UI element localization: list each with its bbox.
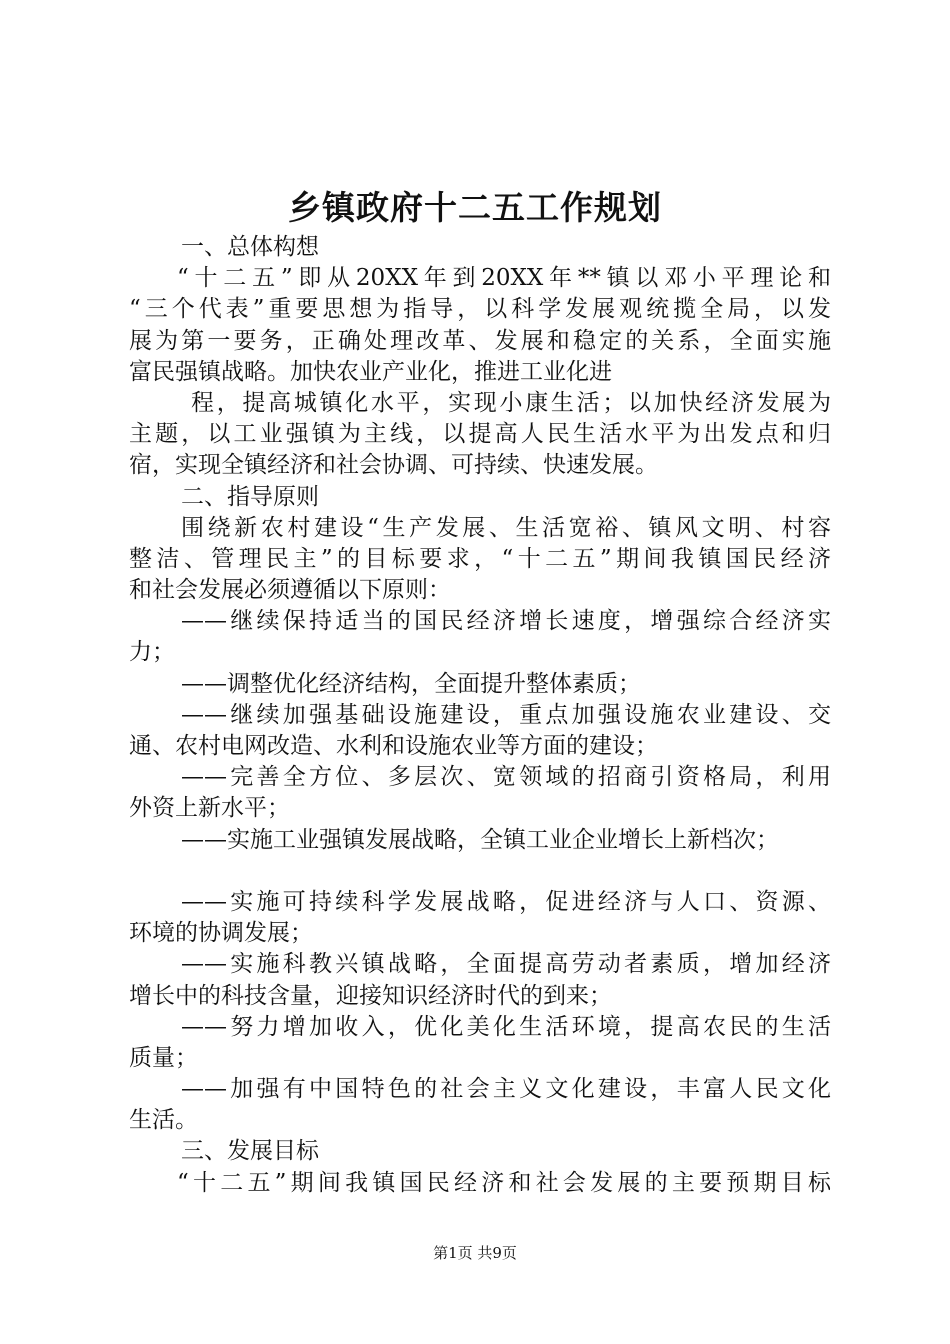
paragraph-line: “十二五”期间我镇国民经济和社会发展的主要预期目标 <box>177 1169 831 1196</box>
principle-line: 质量； <box>129 1044 198 1071</box>
section-heading: 三、发展目标 <box>181 1138 319 1165</box>
paragraph-line: 和社会发展必须遵循以下原则： <box>129 577 451 604</box>
paragraph-line: 展为第一要务，正确处理改革、发展和稳定的关系，全面实施 <box>129 327 831 354</box>
paragraph-line: 宿，实现全镇经济和社会协调、可持续、快速发展。 <box>129 452 658 479</box>
principle-line: ——继续保持适当的国民经济增长速度，增强综合经济实 <box>181 608 831 635</box>
paragraph-line: 主题，以工业强镇为主线，以提高人民生活水平为出发点和归 <box>129 421 831 448</box>
paragraph-line: 程，提高城镇化水平，实现小康生活；以加快经济发展为 <box>191 389 831 416</box>
section-heading: 一、总体构想 <box>181 234 319 260</box>
section-heading: 二、指导原则 <box>181 483 319 510</box>
principle-line: ——实施工业强镇发展战略，全镇工业企业增长上新档次； <box>181 826 779 853</box>
paragraph-line: 富民强镇战略。加快农业产业化，推进工业化进 <box>129 358 612 385</box>
principle-line: ——努力增加收入，优化美化生活环境，提高农民的生活 <box>181 1013 831 1040</box>
principle-line: ——完善全方位、多层次、宽领域的招商引资格局，利用 <box>181 764 831 791</box>
principle-line: 环境的协调发展； <box>129 920 313 947</box>
principle-line: ——实施科教兴镇战略，全面提高劳动者素质，增加经济 <box>181 951 831 978</box>
principle-line: 生活。 <box>129 1107 198 1134</box>
principle-line: 力； <box>129 639 175 666</box>
principle-line: ——调整优化经济结构，全面提升整体素质； <box>181 670 641 697</box>
principle-line: 通、农村电网改造、水利和设施农业等方面的建设； <box>129 733 658 759</box>
principle-line: ——加强有中国特色的社会主义文化建设，丰富人民文化 <box>181 1076 831 1103</box>
principle-line: ——继续加强基础设施建设，重点加强设施农业建设、交 <box>181 701 831 728</box>
principle-line: 增长中的科技含量，迎接知识经济时代的到来； <box>129 982 612 1009</box>
paragraph-line: “十二五”即从20XX年到20XX年**镇以邓小平理论和 <box>177 265 831 292</box>
paragraph-line: 围绕新农村建设“生产发展、生活宽裕、镇风文明、村容 <box>181 514 831 541</box>
paragraph-line: “三个代表”重要思想为指导，以科学发展观统揽全局，以发 <box>129 296 831 323</box>
blank-line <box>129 856 831 887</box>
principle-line: 外资上新水平； <box>129 795 290 822</box>
page-footer: 第1页 共9页 <box>433 1244 517 1262</box>
document-title: 乡镇政府十二五工作规划 <box>288 188 662 227</box>
document-body <box>129 232 831 1199</box>
principle-line: ——实施可持续科学发展战略，促进经济与人口、资源、 <box>181 888 831 915</box>
paragraph-line: 整洁、管理民主”的目标要求，“十二五”期间我镇国民经济 <box>129 545 831 572</box>
